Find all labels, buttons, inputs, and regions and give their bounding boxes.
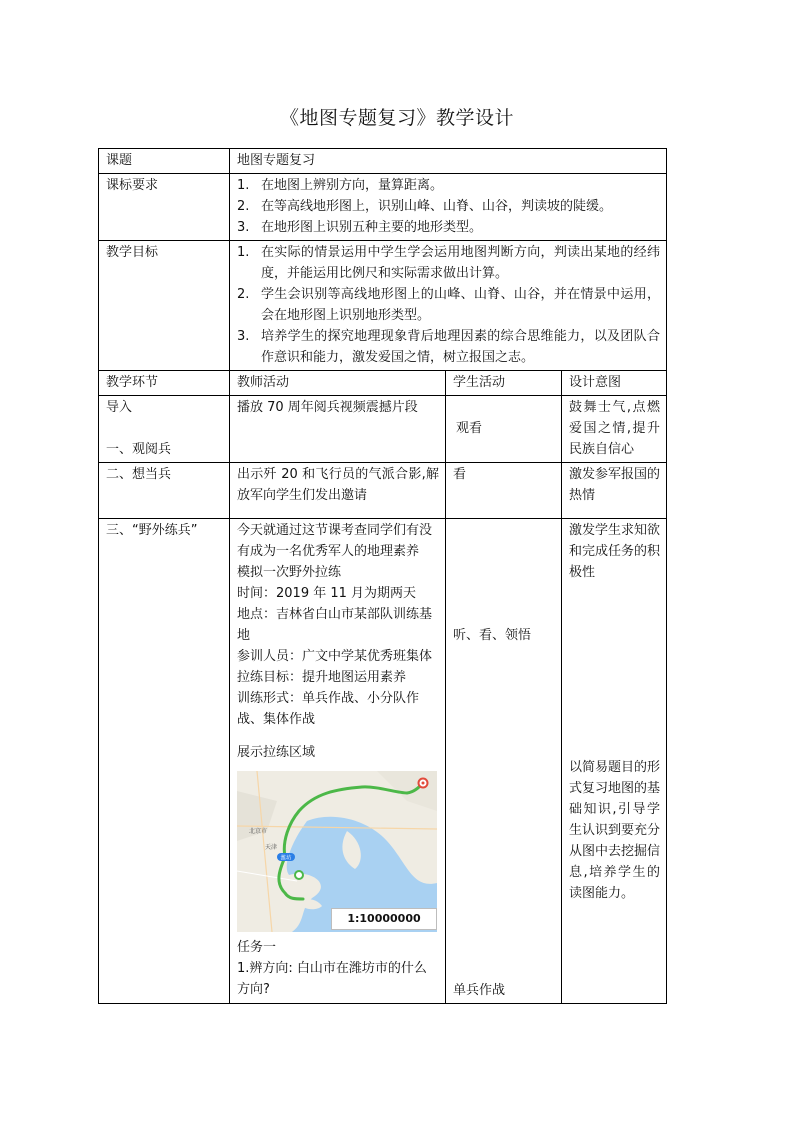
goals-label: 教学目标 [99, 241, 230, 371]
header-row [99, 371, 667, 396]
header-design: 设计意图 [562, 371, 667, 396]
goals-list [237, 242, 660, 368]
field-stage: 三、“野外练兵” [99, 519, 230, 1004]
student-task: 单兵作战 [453, 983, 506, 998]
intro-teacher: 播放 70 周年阅兵视频震撼片段 [230, 396, 446, 463]
design-intent-1: 激发学生求知欲和完成任务的积极性 [569, 523, 661, 580]
soldier-student: 看 [446, 463, 562, 519]
list-item: 2. 学生会识别等高线地形图上的山峰、山脊、山谷，并在情景中运用，会在地形图上识别地形类型。 [237, 287, 660, 323]
goals-cell [230, 241, 667, 371]
field-row [99, 519, 667, 1004]
start-label: 潍坊 [280, 855, 292, 862]
map-scale: 1:10000000 [331, 908, 437, 930]
standards-label: 课标要求 [99, 174, 230, 241]
list-item: 1. 在实际的情景运用中学生学会运用地图判断方向，判读出某地的经纬度，并能运用比例尺和实际需求做出计算。 [237, 245, 660, 281]
teacher-line: 地点：吉林省白山市某部队训练基地 [237, 607, 433, 643]
document-title: 《地图专题复习》教学设计 [279, 107, 514, 129]
tianjin-label: 天津 [265, 845, 278, 851]
intro-stage: 导入 一、观阅兵 [99, 396, 230, 463]
topic-row [99, 149, 667, 174]
header-student: 学生活动 [446, 371, 562, 396]
design-intent-2: 以简易题目的形式复习地图的基础知识,引导学生认识到要充分从图中去挖掘信息,培养学生的读图能力。 [569, 760, 661, 901]
beijing-label: 北京市 [249, 829, 268, 835]
field-design [562, 519, 667, 1004]
standards-list [237, 175, 660, 238]
list-item: 1. 在地图上辨别方向，量算距离。 [237, 178, 444, 193]
field-student [446, 519, 562, 1004]
teacher-line: 拉练目标：提升地图运用素养 [237, 670, 407, 685]
list-item: 3. 培养学生的探究地理现象背后地理因素的综合思维能力，以及团队合作意识和能力，激发爱国之情，树立报国之志。 [237, 329, 660, 365]
route-map [237, 771, 437, 932]
soldier-teacher: 出示歼 20 和飞行员的气派合影,解放军向学生们发出邀请 [230, 463, 446, 519]
list-item: 3. 在地形图上识别五种主要的地形类型。 [237, 220, 483, 235]
goals-row [99, 241, 667, 371]
soldier-stage: 二、想当兵 [99, 463, 230, 519]
header-teacher: 教师活动 [230, 371, 446, 396]
list-item: 2. 在等高线地形图上，识别山峰、山脊、山谷，判读坡的陡缓。 [237, 199, 613, 214]
soldier-design: 激发参军报国的热情 [562, 463, 667, 519]
teacher-line: 时间：2019 年 11 月为期两天 [237, 586, 417, 601]
topic-label: 课题 [99, 149, 230, 174]
teacher-line: 今天就通过这节课考查同学们有没有成为一名优秀军人的地理素养 [237, 523, 433, 559]
field-teacher [230, 519, 446, 1004]
header-stage: 教学环节 [99, 371, 230, 396]
teacher-line: 模拟一次野外拉练 [237, 565, 342, 580]
intro-student: 观看 [446, 396, 562, 463]
standards-row [99, 174, 667, 241]
teacher-line: 训练形式：单兵作战、小分队作战、集体作战 [237, 691, 420, 727]
soldier-row [99, 463, 667, 519]
topic-value: 地图专题复习 [230, 149, 667, 174]
teacher-line: 参训人员：广文中学某优秀班集体 [237, 649, 433, 664]
standards-cell [230, 174, 667, 241]
student-main: 听、看、领悟 [453, 628, 532, 643]
map-caption: 展示拉练区域 [237, 745, 316, 760]
task-title: 任务一 [237, 940, 277, 955]
intro-row [99, 396, 667, 463]
intro-design: 鼓舞士气,点燃爱国之情,提升民族自信心 [562, 396, 667, 463]
lesson-plan-table [98, 148, 667, 1004]
task-text: 1.辨方向: 白山市在潍坊市的什么方向? [237, 961, 427, 997]
